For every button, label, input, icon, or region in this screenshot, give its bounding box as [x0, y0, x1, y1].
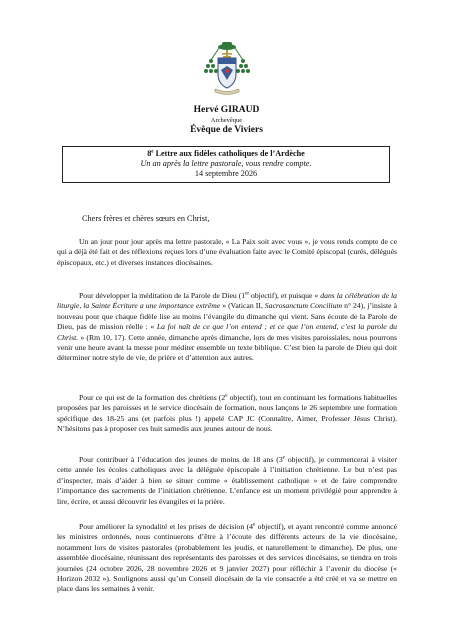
author-title-bishop: Évêque de Viviers	[190, 125, 263, 135]
paragraph-objective-1: Pour développer la méditation de la Parole de Dieu (1er objectif), et puisque « dans la célébration de la liturgie, la Sainte Écriture a une importance extrême » (Vatican II, Sacrosanctum Concilium n° 24), j’insiste à nouveau pour que chaque fidèle lise au moins l’évangile du dimanche qui vient. Sans écoute de la Parole de Dieu, pas de mission réelle : « La foi naît de ce que l’on entend ; et ce que l’on entend, c’est la parole du Christ. » (Rm 10, 17). Cette année, dimanche après dimanche, lors de mes visites paroissiales, nous pourrons venir une heure avant la messe pour méditer ensemble un texte biblique. C’est bien la parole de Dieu qui doit déterminer notre style de vie, de prière et d’attention aux autres.	[57, 291, 398, 363]
paragraph-objective-3: Pour contribuer à l’éducation des jeunes de moins de 18 ans (3e objectif), je commencerai à visiter cette année les écoles catholiques avec la déléguée épiscopale à l’initiation chrétienne. Le but n’est pas d’inspecter, mais d’aider à bien se situer comme « établissement catholique » et de faire comprendre l’importance des sacrements de l’initiation chrétienne. L’enfance est un moment privilégié pour apprendre à lire, écrire, et aussi découvrir les évangiles et la prière.	[57, 455, 398, 506]
letter-date: 14 septembre 2026	[194, 169, 258, 178]
author-title-archbishop: Archevêque	[210, 117, 243, 124]
paragraph-intro: Un an jour pour jour après ma lettre pastorale, « La Paix soit avec vous », je vous rends compte de ce qui a déjà été fait et des réflexions reçues lors d’une évaluation faite avec le Comité épiscopal (curés, délégués épiscopaux, etc.) et diverses instances diocésaines.	[57, 237, 397, 267]
letter-title-box	[62, 146, 390, 183]
author-name: Hervé GIRAUD	[193, 105, 260, 115]
paragraph-objective-2: Pour ce qui est de la formation des chrétiens (2e objectif), tout en continuant les formations habituelles proposées par les paroisses et le service diocésain de formation, nous lançons le 26 septembre une formation spécifique des 18-25 ans (et parfois plus !) appelé CAP JC (Connaître, Aimer, Professer Jésus Christ). N’hésitons pas à proposer ces huit samedis aux jeunes autour de nous.	[57, 393, 397, 434]
greeting: Chers frères et chères sœurs en Christ,	[82, 214, 210, 223]
letter-subtitle: Un an après la lettre pastorale, vous rendre compte.	[140, 159, 312, 168]
coat-of-arms-icon	[203, 40, 251, 96]
letter-title: 8e Lettre aux fidèles catholiques de l’Ardèche	[147, 149, 305, 158]
paragraph-objective-4: Pour améliorer la synodalité et les prises de décision (4e objectif), et ayant rencontré comme annoncé les ministres ordonnés, nous continuerons d’être à l’écoute des différents acteurs de la vie diocésaine, notamment lors de visites pastorales (probablement les jeudis, et naturellement le dimanche). De plus, une assemblée diocésaine, réunissant des représentants des paroisses et des services diocésains, se tiendra en trois journées (24 octobre 2026, 28 novembre 2026 et 9 janvier 2027) pour réfléchir à l’avenir du diocèse (« Horizon 2032 »). Soulignons aussi qu’un Conseil diocésain de la vie consacrée a été créé et va se mettre en place dans les semaines à venir.	[57, 522, 398, 594]
